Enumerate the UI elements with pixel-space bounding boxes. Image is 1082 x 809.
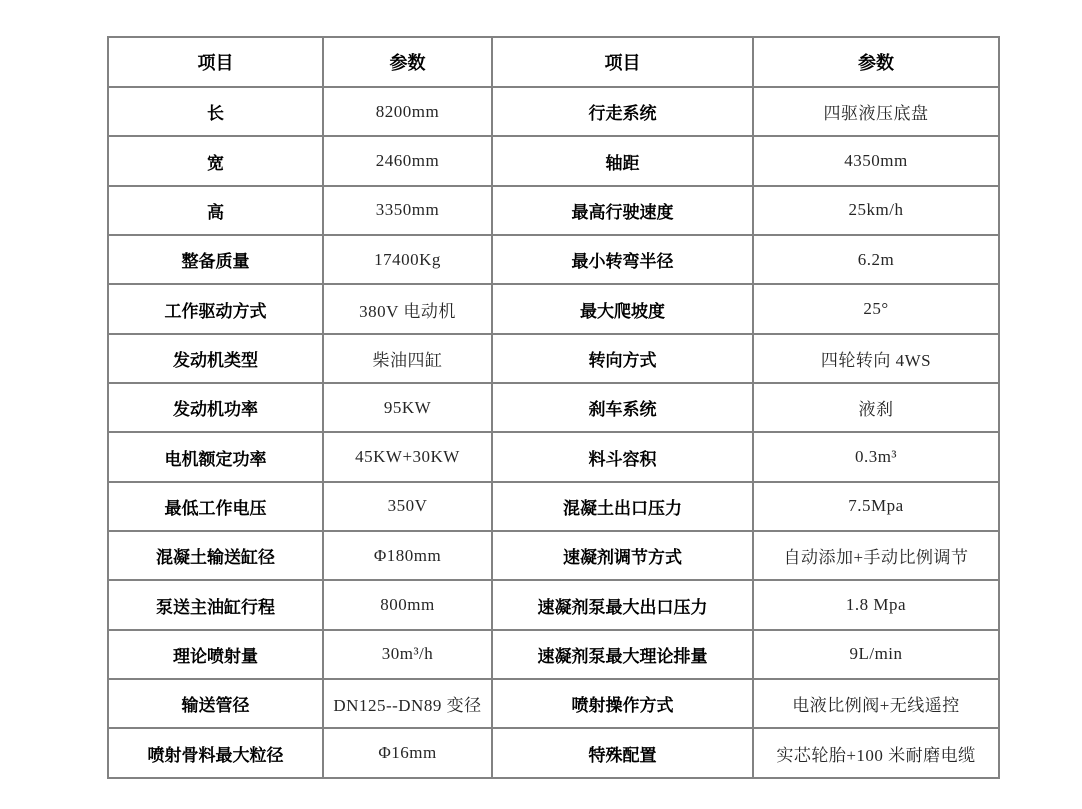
item-cell-right: 特殊配置 (492, 728, 753, 778)
table-row (108, 432, 999, 481)
item-cell-left: 输送管径 (108, 679, 323, 728)
table-row (108, 136, 999, 185)
value-cell-right: 电液比例阀+无线遥控 (753, 679, 999, 728)
header-param-right: 参数 (753, 37, 999, 87)
value-cell-left: 2460mm (323, 136, 492, 185)
item-cell-right: 料斗容积 (492, 432, 753, 481)
value-cell-right: 四轮转向 4WS (753, 334, 999, 383)
item-cell-left: 喷射骨料最大粒径 (108, 728, 323, 778)
table-row (108, 383, 999, 432)
item-cell-right: 刹车系统 (492, 383, 753, 432)
item-cell-right: 最大爬坡度 (492, 284, 753, 333)
value-cell-right: 9L/min (753, 630, 999, 679)
item-cell-left: 整备质量 (108, 235, 323, 284)
item-cell-right: 速凝剂泵最大出口压力 (492, 580, 753, 629)
value-cell-right: 0.3m³ (753, 432, 999, 481)
value-cell-left: 800mm (323, 580, 492, 629)
table-row (108, 235, 999, 284)
table-row (108, 679, 999, 728)
value-cell-left: 8200mm (323, 87, 492, 136)
item-cell-left: 理论喷射量 (108, 630, 323, 679)
item-cell-left: 宽 (108, 136, 323, 185)
item-cell-left: 混凝土输送缸径 (108, 531, 323, 580)
value-cell-left: 3350mm (323, 186, 492, 235)
value-cell-left: Φ180mm (323, 531, 492, 580)
value-cell-left: 95KW (323, 383, 492, 432)
header-item-right: 项目 (492, 37, 753, 87)
item-cell-left: 最低工作电压 (108, 482, 323, 531)
value-cell-right: 实芯轮胎+100 米耐磨电缆 (753, 728, 999, 778)
value-cell-left: 30m³/h (323, 630, 492, 679)
item-cell-left: 高 (108, 186, 323, 235)
item-cell-right: 轴距 (492, 136, 753, 185)
item-cell-right: 喷射操作方式 (492, 679, 753, 728)
item-cell-left: 工作驱动方式 (108, 284, 323, 333)
value-cell-right: 25km/h (753, 186, 999, 235)
value-cell-right: 自动添加+手动比例调节 (753, 531, 999, 580)
table-row (108, 580, 999, 629)
item-cell-left: 泵送主油缸行程 (108, 580, 323, 629)
table-row (108, 482, 999, 531)
value-cell-left: 45KW+30KW (323, 432, 492, 481)
item-cell-right: 速凝剂调节方式 (492, 531, 753, 580)
value-cell-right: 4350mm (753, 136, 999, 185)
spec-table-body (108, 87, 999, 778)
value-cell-right: 7.5Mpa (753, 482, 999, 531)
table-row (108, 334, 999, 383)
item-cell-left: 电机额定功率 (108, 432, 323, 481)
item-cell-right: 速凝剂泵最大理论排量 (492, 630, 753, 679)
value-cell-right: 四驱液压底盘 (753, 87, 999, 136)
header-param-left: 参数 (323, 37, 492, 87)
item-cell-right: 最小转弯半径 (492, 235, 753, 284)
value-cell-right: 6.2m (753, 235, 999, 284)
item-cell-left: 发动机类型 (108, 334, 323, 383)
value-cell-left: Φ16mm (323, 728, 492, 778)
value-cell-left: DN125--DN89 变径 (323, 679, 492, 728)
header-row (108, 37, 999, 87)
value-cell-left: 柴油四缸 (323, 334, 492, 383)
item-cell-right: 行走系统 (492, 87, 753, 136)
table-row (108, 728, 999, 778)
value-cell-left: 380V 电动机 (323, 284, 492, 333)
item-cell-right: 最高行驶速度 (492, 186, 753, 235)
value-cell-left: 17400Kg (323, 235, 492, 284)
header-item-left: 项目 (108, 37, 323, 87)
table-row (108, 87, 999, 136)
table-row (108, 531, 999, 580)
table-row (108, 284, 999, 333)
value-cell-right: 1.8 Mpa (753, 580, 999, 629)
table-row (108, 186, 999, 235)
item-cell-left: 发动机功率 (108, 383, 323, 432)
item-cell-right: 转向方式 (492, 334, 753, 383)
value-cell-right: 液刹 (753, 383, 999, 432)
spec-table (107, 36, 1000, 779)
value-cell-right: 25° (753, 284, 999, 333)
value-cell-left: 350V (323, 482, 492, 531)
table-row (108, 630, 999, 679)
item-cell-left: 长 (108, 87, 323, 136)
item-cell-right: 混凝土出口压力 (492, 482, 753, 531)
